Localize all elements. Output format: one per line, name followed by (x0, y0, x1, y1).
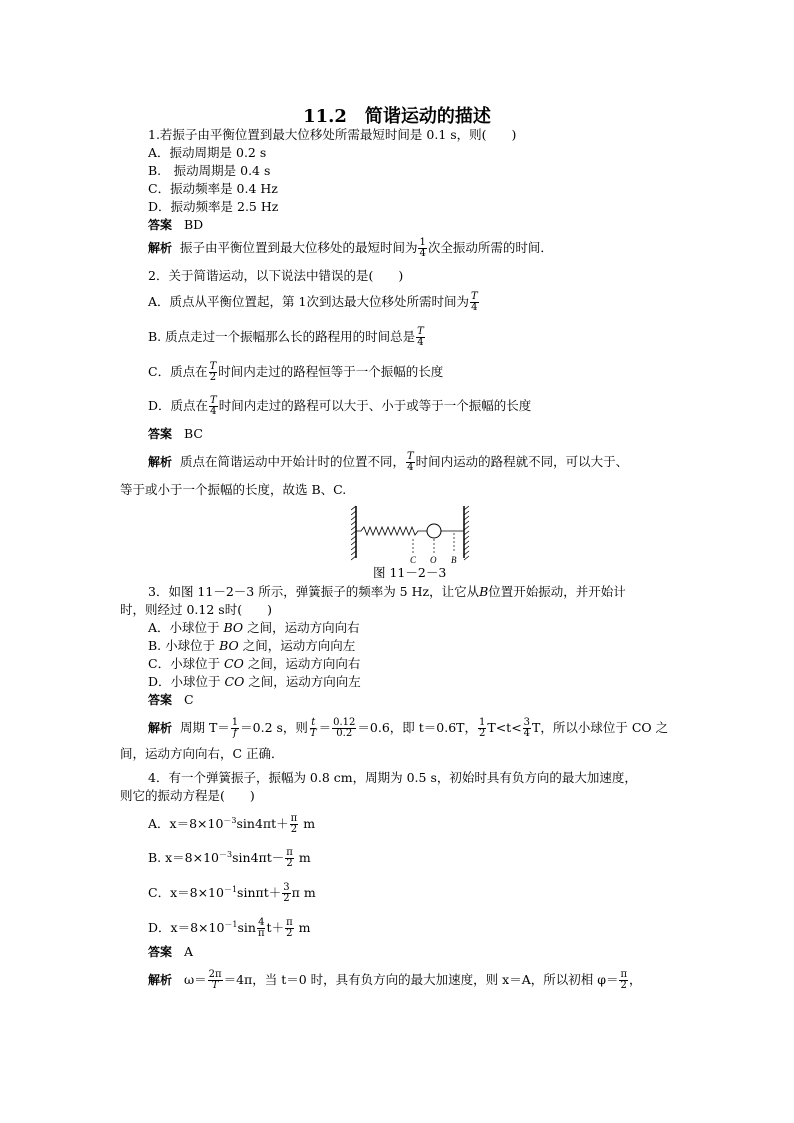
q1-answer (148, 217, 203, 233)
q4-option-d: D．$x=8\times 10^{-1}\sin$ $\frac{4}{\pi}$ t＋ $\frac{\pi}{2}$ m (148, 917, 311, 939)
q3-option-d: D．小球位于 CO 之间，运动方向向左 (148, 674, 361, 689)
answer-label: 答案 (148, 427, 173, 441)
answer-label: 答案 (148, 218, 173, 232)
q2-option-d: D．质点在 $\frac{T}{4}$ 时间内走过的路程可以大于、小于或等于一个振幅的长度 (148, 395, 532, 417)
q1-stem: 1.若振子由平衡位置到最大位移处所需最短时间是 0.1 s，则( ) (148, 127, 517, 142)
explanation-label: 解析 (148, 241, 173, 255)
fraction: $\frac{1}{4}$ (419, 237, 426, 259)
spring-oscillator-figure (351, 503, 471, 565)
q4-explanation: 解析 ω＝ $\frac{2\pi}{T}$ ＝4π，当 t＝0 时，具有负方向的最大加速度，则 x＝A，所以初相 φ＝ $\frac{\pi}{2}$ ， (148, 969, 642, 991)
spring (356, 527, 427, 535)
q1-option-b: B. 振动周期是 0.4 s (148, 163, 271, 178)
q4-answer (148, 944, 193, 960)
label-o: O (430, 555, 437, 565)
label-b: B (451, 555, 457, 565)
q4-option-b: B. $x=8\times 10^{-3}\sin 4\pi t-$ $\frac{\pi}{2}$ m (148, 847, 311, 869)
explanation-label: 解析 (148, 721, 173, 735)
answer-value: A (183, 944, 193, 959)
q3-stem-cont: 时，则经过 0.12 s时( ) (120, 602, 272, 617)
label-c: C (410, 555, 417, 565)
answer-label: 答案 (148, 693, 173, 707)
q2-option-a: A．质点从平衡位置起，第 1次到达最大位移处所需时间为 $\frac{T}{4}$ (148, 291, 478, 313)
q3-option-c: C．小球位于 CO 之间，运动方向向右 (148, 656, 361, 671)
q2-stem: 2．关于简谐运动，以下说法中错误的是( ) (148, 268, 404, 283)
q3-option-a: A．小球位于 BO 之间，运动方向向右 (148, 620, 360, 635)
q2-option-c: C．质点在 $\frac{T}{2}$ 时间内走过的路程恒等于一个振幅的长度 (148, 361, 444, 383)
q4-option-a: A．$x=8\times 10^{-3}\sin 4\pi t+$ $\frac{\pi}{2}$ m (148, 813, 316, 835)
figure-caption: 图 11－2－3 (373, 565, 447, 580)
q2-explanation: 解析 质点在简谐运动中开始计时的位置不同， $\frac{T}{4}$ 时间内运动的路程就不同，可以大于、 (148, 451, 629, 473)
explanation-text: 次全振动所需的时间． (427, 240, 553, 255)
q1-option-d: D．振动频率是 2.5 Hz (148, 199, 279, 214)
q4-option-c: C．$x=8\times 10^{-1}\sin\pi t+$ $\frac{3}{2}$ π m (148, 882, 316, 904)
q4-stem: 4．有一个弹簧振子，振幅为 0.8 cm，周期为 0.5 s，初始时具有负方向的最大加速度， (148, 770, 637, 785)
q2-answer (148, 426, 203, 442)
explanation-label: 解析 (148, 973, 173, 987)
q3-stem: 3．如图 11－2－3 所示，弹簧振子的频率为 5 Hz，让它从B位置开始振动，并开始计 (148, 584, 626, 599)
answer-value: BD (183, 217, 204, 232)
explanation-text: 振子由平衡位置到最大位移处的最短时间为 (179, 240, 418, 255)
q1-explanation (148, 238, 553, 259)
explanation-label: 解析 (148, 455, 173, 469)
q1-option-a: A．振动周期是 0.2 s (148, 145, 267, 160)
q2-explanation-cont: 等于或小于一个振幅的长度，故选 B、C. (120, 482, 347, 497)
answer-value: BC (183, 426, 203, 441)
q3-explanation-cont: 间，运动方向向右，C 正确． (120, 746, 284, 761)
page-title: 11.2 简谐运动的描述 (303, 106, 491, 127)
q3-explanation: 解析 周期 T＝ $\frac{1}{f}$ ＝0.2 s，则 $\frac{t}{T}$ ＝ $\frac{0.12}{0.2}$ ＝0.6，即 t＝0.6T， $\frac{1}{2}$ T<t< $\frac{3}{4}$ T，所以小球位于 CO 之 (148, 717, 669, 739)
answer-label: 答案 (148, 945, 173, 959)
q3-answer (148, 692, 194, 708)
q3-option-b: B. 小球位于 BO 之间，运动方向向左 (148, 638, 356, 653)
q2-option-b: B. 质点走过一个振幅那么长的路程用的时间总是 $\frac{T}{4}$ (148, 326, 424, 348)
answer-value: C (183, 692, 194, 707)
q1-option-c: C．振动频率是 0.4 Hz (148, 181, 278, 196)
ball (427, 524, 441, 538)
q4-stem-cont: 则它的振动方程是( ) (120, 788, 255, 803)
